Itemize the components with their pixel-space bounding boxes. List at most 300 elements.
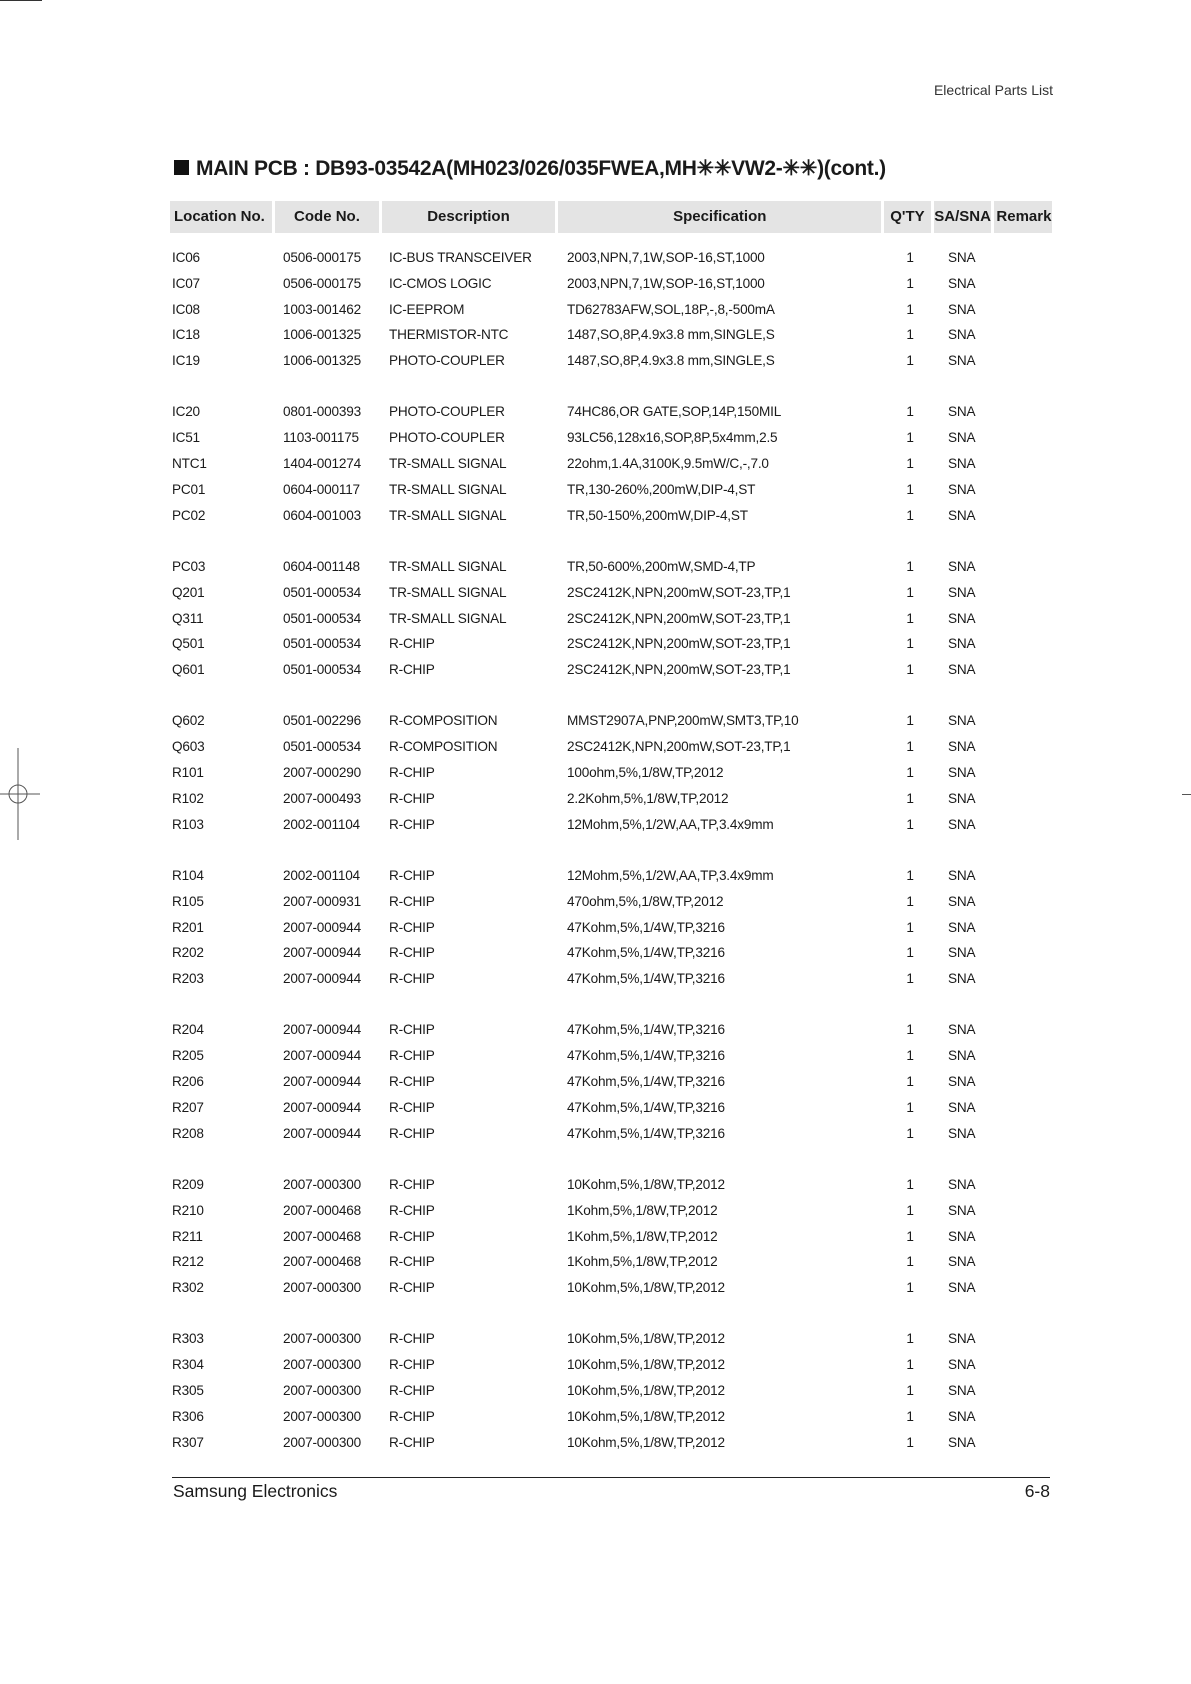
sa-sna-cell: SNA — [948, 481, 976, 497]
code-no-cell: 0506-000175 — [283, 250, 361, 265]
specification-cell: 1Kohm,5%,1/8W,TP,2012 — [567, 1228, 718, 1244]
description-cell: TR-SMALL SIGNAL — [389, 584, 507, 600]
qty-cell: 1 — [906, 816, 914, 832]
location-no-cell: R305 — [172, 1382, 204, 1398]
table-row — [172, 1174, 1052, 1200]
specification-cell: 1Kohm,5%,1/8W,TP,2012 — [567, 1254, 718, 1270]
location-no-cell: R201 — [172, 919, 204, 935]
table-row — [172, 788, 1052, 814]
qty-cell: 1 — [906, 1331, 914, 1347]
table-row — [172, 865, 1052, 891]
location-no-cell: PC01 — [172, 481, 206, 497]
code-no-cell: 0501-000534 — [283, 610, 361, 626]
description-cell: R-CHIP — [389, 1357, 435, 1373]
code-no-cell: 0604-000117 — [283, 481, 360, 497]
code-no-cell: 2007-000300 — [283, 1280, 361, 1296]
location-no-cell: Q603 — [172, 739, 205, 755]
location-no-cell: R304 — [172, 1357, 204, 1373]
code-no-cell: 0501-002296 — [283, 713, 361, 729]
code-no-cell: 2007-000944 — [283, 1099, 361, 1115]
sa-sna-cell: SNA — [948, 301, 976, 317]
table-row — [172, 1045, 1052, 1071]
header-remark: Remark — [994, 201, 1052, 233]
footer-company: Samsung Electronics — [173, 1481, 338, 1501]
description-cell: R-CHIP — [389, 1125, 435, 1141]
qty-cell: 1 — [906, 790, 914, 806]
table-row — [172, 1097, 1052, 1123]
qty-cell: 1 — [906, 430, 914, 446]
table-row — [172, 1226, 1052, 1252]
description-cell: R-COMPOSITION — [389, 739, 498, 755]
table-row — [172, 1071, 1052, 1097]
description-cell: TR-SMALL SIGNAL — [389, 610, 507, 626]
specification-cell: 47Kohm,5%,1/4W,TP,3216 — [567, 1022, 725, 1038]
code-no-cell: 2007-000300 — [283, 1176, 361, 1192]
description-cell: TR-SMALL SIGNAL — [389, 481, 507, 497]
header-code-no: Code No. — [275, 201, 378, 233]
description-cell: R-CHIP — [389, 1382, 435, 1398]
description-cell: PHOTO-COUPLER — [389, 404, 505, 420]
sa-sna-cell: SNA — [948, 662, 976, 678]
code-no-cell: 2007-000290 — [283, 765, 361, 781]
code-no-cell: 2007-000944 — [283, 919, 361, 935]
table-row — [172, 556, 1052, 582]
code-no-cell: 2007-000468 — [283, 1202, 361, 1218]
description-cell: R-CHIP — [389, 867, 435, 883]
specification-cell: TD62783AFW,SOL,18P,-,8,-500mA — [567, 301, 775, 317]
table-row — [172, 1251, 1052, 1277]
code-no-cell: 0604-001003 — [283, 507, 361, 523]
description-cell: R-CHIP — [389, 662, 435, 678]
specification-cell: 47Kohm,5%,1/4W,TP,3216 — [567, 1074, 725, 1090]
table-row — [172, 942, 1052, 968]
description-cell: R-CHIP — [389, 1099, 435, 1115]
code-no-cell: 0501-000534 — [283, 662, 361, 678]
description-cell: TR-SMALL SIGNAL — [389, 456, 507, 472]
specification-cell: 10Kohm,5%,1/8W,TP,2012 — [567, 1434, 725, 1450]
description-cell: R-CHIP — [389, 1331, 435, 1347]
specification-cell: 2SC2412K,NPN,200mW,SOT-23,TP,1 — [567, 662, 791, 678]
table-row — [172, 1123, 1052, 1149]
table-row — [172, 1328, 1052, 1354]
sa-sna-cell: SNA — [948, 507, 976, 523]
location-no-cell: R210 — [172, 1202, 204, 1218]
description-cell: PHOTO-COUPLER — [389, 353, 505, 369]
specification-cell: 2SC2412K,NPN,200mW,SOT-23,TP,1 — [567, 610, 791, 626]
specification-cell: 470ohm,5%,1/8W,TP,2012 — [567, 893, 724, 909]
specification-cell: MMST2907A,PNP,200mW,SMT3,TP,10 — [567, 713, 799, 729]
location-no-cell: Q201 — [172, 584, 205, 600]
crop-mark-right — [1182, 794, 1191, 795]
description-cell: R-CHIP — [389, 1176, 435, 1192]
sa-sna-cell: SNA — [948, 919, 976, 935]
specification-cell: TR,130-260%,200mW,DIP-4,ST — [567, 481, 756, 497]
code-no-cell: 0501-000534 — [283, 636, 361, 652]
location-no-cell: R302 — [172, 1280, 204, 1296]
description-cell: R-COMPOSITION — [389, 713, 498, 729]
specification-cell: 1487,SO,8P,4.9x3.8 mm,SINGLE,S — [567, 327, 775, 343]
sa-sna-cell: SNA — [948, 893, 976, 909]
code-no-cell: 1003-001462 — [283, 301, 361, 317]
sa-sna-cell: SNA — [948, 1382, 976, 1398]
sa-sna-cell: SNA — [948, 765, 976, 781]
code-no-cell: 2007-000300 — [283, 1331, 361, 1347]
specification-cell: 2003,NPN,7,1W,SOP-16,ST,1000 — [567, 275, 765, 291]
table-row — [172, 968, 1052, 994]
specification-cell: 10Kohm,5%,1/8W,TP,2012 — [567, 1357, 725, 1373]
specification-cell: 22ohm,1.4A,3100K,9.5mW/C,-,7.0 — [567, 456, 769, 472]
sa-sna-cell: SNA — [948, 1074, 976, 1090]
sa-sna-cell: SNA — [948, 275, 976, 291]
sa-sna-cell: SNA — [948, 404, 976, 420]
specification-cell: 12Mohm,5%,1/2W,AA,TP,3.4x9mm — [567, 816, 774, 832]
specification-cell: TR,50-150%,200mW,DIP-4,ST — [567, 507, 748, 523]
qty-cell: 1 — [906, 1125, 914, 1141]
qty-cell: 1 — [906, 945, 914, 961]
page-title — [174, 156, 886, 181]
specification-cell: 2.2Kohm,5%,1/8W,TP,2012 — [567, 790, 729, 806]
table-row — [172, 273, 1052, 299]
description-cell: IC-CMOS LOGIC — [389, 275, 492, 291]
sa-sna-cell: SNA — [948, 610, 976, 626]
sa-sna-cell: SNA — [948, 713, 976, 729]
location-no-cell: Q601 — [172, 662, 205, 678]
location-no-cell: R306 — [172, 1408, 204, 1424]
table-row — [172, 762, 1052, 788]
code-no-cell: 2007-000944 — [283, 1125, 361, 1141]
sa-sna-cell: SNA — [948, 1280, 976, 1296]
description-cell: R-CHIP — [389, 919, 435, 935]
table-row — [172, 1380, 1052, 1406]
specification-cell: 93LC56,128x16,SOP,8P,5x4mm,2.5 — [567, 430, 778, 446]
qty-cell: 1 — [906, 1408, 914, 1424]
header-specification: Specification — [558, 201, 881, 233]
location-no-cell: PC03 — [172, 558, 206, 574]
description-cell: R-CHIP — [389, 1202, 435, 1218]
title-text: MAIN PCB : DB93-03542A(MH023/026/035FWEA,MH✳✳VW2-✳✳)(cont.) — [196, 157, 886, 180]
table-row — [172, 814, 1052, 840]
specification-cell: 12Mohm,5%,1/2W,AA,TP,3.4x9mm — [567, 867, 774, 883]
sa-sna-cell: SNA — [948, 353, 976, 369]
qty-cell: 1 — [906, 636, 914, 652]
table-row — [172, 427, 1052, 453]
qty-cell: 1 — [906, 1099, 914, 1115]
location-no-cell: R208 — [172, 1125, 204, 1141]
qty-cell: 1 — [906, 739, 914, 755]
code-no-cell: 2007-000493 — [283, 790, 361, 806]
table-row — [172, 1277, 1052, 1303]
row-group — [172, 401, 1052, 530]
specification-cell: 47Kohm,5%,1/4W,TP,3216 — [567, 1099, 725, 1115]
sa-sna-cell: SNA — [948, 1202, 976, 1218]
qty-cell: 1 — [906, 250, 914, 265]
table-row — [172, 324, 1052, 350]
sa-sna-cell: SNA — [948, 1331, 976, 1347]
location-no-cell: IC06 — [172, 250, 200, 265]
description-cell: THERMISTOR-NTC — [389, 327, 509, 343]
location-no-cell: R209 — [172, 1176, 204, 1192]
location-no-cell: IC08 — [172, 301, 200, 317]
registration-mark-icon — [0, 748, 40, 840]
table-row — [172, 299, 1052, 325]
location-no-cell: IC07 — [172, 275, 200, 291]
specification-cell: 47Kohm,5%,1/4W,TP,3216 — [567, 1048, 725, 1064]
page-number: 6-8 — [1024, 1481, 1050, 1501]
description-cell: R-CHIP — [389, 1408, 435, 1424]
specification-cell: TR,50-600%,200mW,SMD-4,TP — [567, 558, 756, 574]
footer-divider — [172, 1477, 1050, 1478]
sa-sna-cell: SNA — [948, 1254, 976, 1270]
location-no-cell: R101 — [172, 765, 204, 781]
specification-cell: 47Kohm,5%,1/4W,TP,3216 — [567, 971, 725, 987]
header-location-no: Location No. — [170, 201, 272, 233]
location-no-cell: R102 — [172, 790, 204, 806]
table-row — [172, 505, 1052, 531]
sa-sna-cell: SNA — [948, 250, 976, 265]
qty-cell: 1 — [906, 1074, 914, 1090]
table-row — [172, 710, 1052, 736]
description-cell: TR-SMALL SIGNAL — [389, 558, 507, 574]
description-cell: IC-EEPROM — [389, 301, 465, 317]
qty-cell: 1 — [906, 765, 914, 781]
table-row — [172, 479, 1052, 505]
qty-cell: 1 — [906, 327, 914, 343]
code-no-cell: 2002-001104 — [283, 867, 360, 883]
sa-sna-cell: SNA — [948, 945, 976, 961]
table-row — [172, 350, 1052, 376]
description-cell: R-CHIP — [389, 1074, 435, 1090]
qty-cell: 1 — [906, 1176, 914, 1192]
location-no-cell: IC19 — [172, 353, 200, 369]
location-no-cell: Q602 — [172, 713, 205, 729]
specification-cell: 47Kohm,5%,1/4W,TP,3216 — [567, 919, 725, 935]
table-row — [172, 247, 1052, 273]
specification-cell: 74HC86,OR GATE,SOP,14P,150MIL — [567, 404, 782, 420]
code-no-cell: 2007-000944 — [283, 971, 361, 987]
qty-cell: 1 — [906, 1357, 914, 1373]
sa-sna-cell: SNA — [948, 1125, 976, 1141]
code-no-cell: 2007-000944 — [283, 1074, 361, 1090]
sa-sna-cell: SNA — [948, 816, 976, 832]
description-cell: PHOTO-COUPLER — [389, 430, 505, 446]
location-no-cell: Q501 — [172, 636, 205, 652]
sa-sna-cell: SNA — [948, 1048, 976, 1064]
qty-cell: 1 — [906, 867, 914, 883]
location-no-cell: Q311 — [172, 610, 204, 626]
location-no-cell: R207 — [172, 1099, 204, 1115]
specification-cell: 2SC2412K,NPN,200mW,SOT-23,TP,1 — [567, 584, 791, 600]
qty-cell: 1 — [906, 584, 914, 600]
table-row — [172, 1019, 1052, 1045]
specification-cell: 10Kohm,5%,1/8W,TP,2012 — [567, 1331, 725, 1347]
location-no-cell: R206 — [172, 1074, 204, 1090]
sa-sna-cell: SNA — [948, 1176, 976, 1192]
code-no-cell: 2007-000944 — [283, 945, 361, 961]
location-no-cell: R103 — [172, 816, 204, 832]
code-no-cell: 2007-000300 — [283, 1357, 361, 1373]
location-no-cell: R307 — [172, 1434, 204, 1450]
description-cell: R-CHIP — [389, 1228, 435, 1244]
description-cell: R-CHIP — [389, 636, 435, 652]
location-no-cell: R212 — [172, 1254, 204, 1270]
square-bullet-icon — [174, 160, 189, 175]
sa-sna-cell: SNA — [948, 867, 976, 883]
specification-cell: 10Kohm,5%,1/8W,TP,2012 — [567, 1408, 725, 1424]
sa-sna-cell: SNA — [948, 1099, 976, 1115]
qty-cell: 1 — [906, 1048, 914, 1064]
qty-cell: 1 — [906, 610, 914, 626]
header-qty: Q'TY — [884, 201, 931, 233]
location-no-cell: R205 — [172, 1048, 204, 1064]
parts-table-body — [172, 247, 1052, 1483]
qty-cell: 1 — [906, 1254, 914, 1270]
location-no-cell: R204 — [172, 1022, 204, 1038]
table-row — [172, 453, 1052, 479]
sa-sna-cell: SNA — [948, 1022, 976, 1038]
specification-cell: 1487,SO,8P,4.9x3.8 mm,SINGLE,S — [567, 353, 775, 369]
code-no-cell: 1404-001274 — [283, 456, 361, 472]
specification-cell: 2SC2412K,NPN,200mW,SOT-23,TP,1 — [567, 739, 791, 755]
specification-cell: 2SC2412K,NPN,200mW,SOT-23,TP,1 — [567, 636, 791, 652]
sa-sna-cell: SNA — [948, 739, 976, 755]
specification-cell: 10Kohm,5%,1/8W,TP,2012 — [567, 1382, 725, 1398]
code-no-cell: 0801-000393 — [283, 404, 361, 420]
specification-cell: 10Kohm,5%,1/8W,TP,2012 — [567, 1280, 725, 1296]
location-no-cell: PC02 — [172, 507, 206, 523]
sa-sna-cell: SNA — [948, 456, 976, 472]
table-row — [172, 582, 1052, 608]
code-no-cell: 2007-000468 — [283, 1254, 361, 1270]
location-no-cell: R203 — [172, 971, 204, 987]
sa-sna-cell: SNA — [948, 1408, 976, 1424]
table-row — [172, 917, 1052, 943]
location-no-cell: R104 — [172, 867, 204, 883]
description-cell: R-CHIP — [389, 816, 435, 832]
description-cell: R-CHIP — [389, 790, 435, 806]
code-no-cell: 2002-001104 — [283, 816, 360, 832]
crop-mark — [0, 0, 42, 1]
code-no-cell: 1006-001325 — [283, 327, 361, 343]
code-no-cell: 2007-000944 — [283, 1022, 361, 1038]
code-no-cell: 2007-000944 — [283, 1048, 361, 1064]
qty-cell: 1 — [906, 662, 914, 678]
row-group — [172, 556, 1052, 685]
specification-cell: 47Kohm,5%,1/4W,TP,3216 — [567, 1125, 725, 1141]
table-row — [172, 1406, 1052, 1432]
location-no-cell: NTC1 — [172, 456, 207, 472]
qty-cell: 1 — [906, 713, 914, 729]
description-cell: R-CHIP — [389, 1022, 435, 1038]
table-row — [172, 891, 1052, 917]
description-cell: R-CHIP — [389, 1434, 435, 1450]
qty-cell: 1 — [906, 1228, 914, 1244]
code-no-cell: 1006-001325 — [283, 353, 361, 369]
code-no-cell: 0501-000534 — [283, 584, 361, 600]
qty-cell: 1 — [906, 919, 914, 935]
table-row — [172, 608, 1052, 634]
qty-cell: 1 — [906, 507, 914, 523]
header-sa-sna: SA/SNA — [934, 201, 992, 233]
qty-cell: 1 — [906, 481, 914, 497]
sa-sna-cell: SNA — [948, 790, 976, 806]
description-cell: R-CHIP — [389, 1280, 435, 1296]
location-no-cell: R105 — [172, 893, 204, 909]
description-cell: R-CHIP — [389, 1254, 435, 1270]
sa-sna-cell: SNA — [948, 971, 976, 987]
code-no-cell: 0501-000534 — [283, 739, 361, 755]
qty-cell: 1 — [906, 893, 914, 909]
description-cell: R-CHIP — [389, 971, 435, 987]
code-no-cell: 2007-000300 — [283, 1408, 361, 1424]
code-no-cell: 2007-000931 — [283, 893, 361, 909]
description-cell: R-CHIP — [389, 945, 435, 961]
row-group — [172, 865, 1052, 994]
specification-cell: 47Kohm,5%,1/4W,TP,3216 — [567, 945, 725, 961]
row-group — [172, 710, 1052, 839]
row-group — [172, 1328, 1052, 1457]
qty-cell: 1 — [906, 1382, 914, 1398]
description-cell: IC-BUS TRANSCEIVER — [389, 250, 532, 265]
qty-cell: 1 — [906, 353, 914, 369]
description-cell: R-CHIP — [389, 893, 435, 909]
sa-sna-cell: SNA — [948, 327, 976, 343]
location-no-cell: IC51 — [172, 430, 200, 446]
table-header — [170, 201, 1052, 233]
sa-sna-cell: SNA — [948, 584, 976, 600]
header-description: Description — [382, 201, 556, 233]
location-no-cell: IC18 — [172, 327, 200, 343]
sa-sna-cell: SNA — [948, 430, 976, 446]
code-no-cell: 2007-000468 — [283, 1228, 361, 1244]
qty-cell: 1 — [906, 558, 914, 574]
specification-cell: 1Kohm,5%,1/8W,TP,2012 — [567, 1202, 718, 1218]
row-group — [172, 247, 1052, 376]
table-row — [172, 1432, 1052, 1458]
sa-sna-cell: SNA — [948, 1228, 976, 1244]
table-row — [172, 401, 1052, 427]
code-no-cell: 1103-001175 — [283, 430, 359, 446]
code-no-cell: 0506-000175 — [283, 275, 361, 291]
location-no-cell: R303 — [172, 1331, 204, 1347]
row-group — [172, 1019, 1052, 1148]
specification-cell: 10Kohm,5%,1/8W,TP,2012 — [567, 1176, 725, 1192]
table-row — [172, 659, 1052, 685]
qty-cell: 1 — [906, 971, 914, 987]
specification-cell: 100ohm,5%,1/8W,TP,2012 — [567, 765, 724, 781]
table-row — [172, 633, 1052, 659]
table-row — [172, 736, 1052, 762]
description-cell: R-CHIP — [389, 765, 435, 781]
qty-cell: 1 — [906, 1434, 914, 1450]
description-cell: TR-SMALL SIGNAL — [389, 507, 507, 523]
sa-sna-cell: SNA — [948, 1357, 976, 1373]
code-no-cell: 0604-001148 — [283, 558, 360, 574]
table-row — [172, 1200, 1052, 1226]
qty-cell: 1 — [906, 275, 914, 291]
qty-cell: 1 — [906, 404, 914, 420]
specification-cell: 2003,NPN,7,1W,SOP-16,ST,1000 — [567, 250, 765, 265]
sa-sna-cell: SNA — [948, 1434, 976, 1450]
code-no-cell: 2007-000300 — [283, 1434, 361, 1450]
qty-cell: 1 — [906, 456, 914, 472]
row-group — [172, 1174, 1052, 1303]
sa-sna-cell: SNA — [948, 558, 976, 574]
qty-cell: 1 — [906, 1022, 914, 1038]
code-no-cell: 2007-000300 — [283, 1382, 361, 1398]
qty-cell: 1 — [906, 1202, 914, 1218]
location-no-cell: IC20 — [172, 404, 200, 420]
running-header: Electrical Parts List — [933, 82, 1053, 98]
